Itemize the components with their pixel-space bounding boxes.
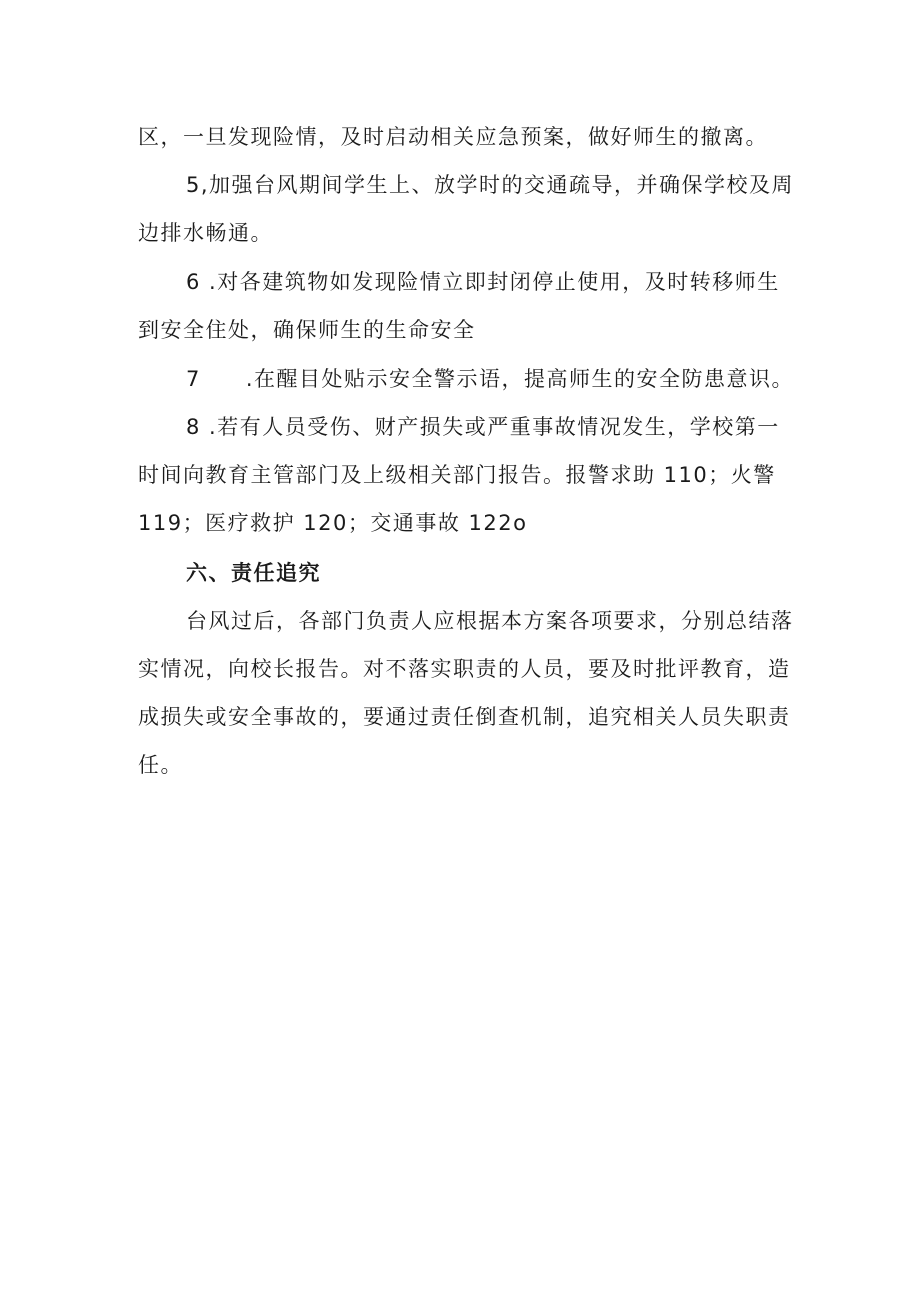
section-heading-accountability: 六、责任追究: [186, 561, 321, 585]
paragraph-item-7: 7 .在醒目处贴示安全警示语，提高师生的安全防患意识。: [186, 367, 795, 391]
paragraph-evacuation: 区，一旦发现险情，及时启动相关应急预案，做好师生的撤离。: [138, 125, 768, 149]
paragraph-item-5: 5,加强台风期间学生上、放学时的交通疏导，并确保学校及周边排水畅通。: [138, 173, 795, 245]
paragraph-item-6: 6 .对各建筑物如发现险情立即封闭停止使用，及时转移师生到安全住处，确保师生的生命安全: [138, 270, 780, 342]
paragraph-item-8: 8 .若有人员受伤、财产损失或严重事故情况发生，学校第一时间向教育主管部门及上级相关部门报告。报警求助 110；火警 119；医疗救护 120；交通事故 122o: [138, 415, 780, 535]
paragraph-accountability: 台风过后，各部门负责人应根据本方案各项要求，分别总结落实情况，向校长报告。对不落实职责的人员，要及时批评教育，造成损失或安全事故的，要通过责任倒查机制，追究相关人员失职责任。: [138, 609, 794, 777]
